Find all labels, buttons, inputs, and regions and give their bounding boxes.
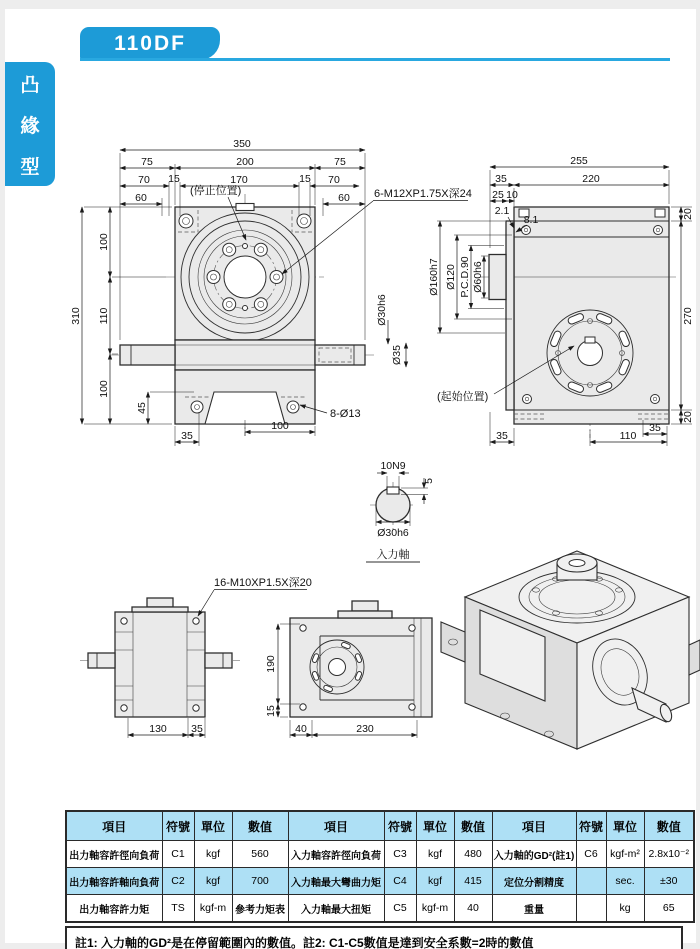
spec-value: 2.8x10⁻² <box>644 841 694 868</box>
dim-110: 110 <box>98 307 110 325</box>
dim-100-base: 100 <box>271 420 289 432</box>
dim-15-right: 15 <box>299 173 311 185</box>
spec-unit: kg <box>606 895 644 923</box>
dim-70-right: 70 <box>328 174 340 186</box>
key-width-label: 10N9 <box>380 460 406 472</box>
dim-35-bl: 35 <box>496 430 508 442</box>
spec-item: 入力軸的GD²(註1) <box>492 841 576 868</box>
col-header: 單位 <box>416 811 454 841</box>
table-note: 註1: 入力軸的GD²是在停留範圍內的數值。註2: C1-C5數值是達到安全系數=2時的數值 <box>65 926 683 949</box>
spec-unit: kgf <box>194 868 232 895</box>
spec-value: 560 <box>232 841 288 868</box>
spec-item: 出力軸容許力矩 <box>66 895 162 923</box>
origin-position-label: (起始位置) <box>437 391 489 403</box>
col-header: 符號 <box>162 811 194 841</box>
dia-160h7: Ø160h7 <box>428 258 440 296</box>
shaft-dia-label: Ø30h6 <box>376 294 388 326</box>
col-header: 符號 <box>384 811 416 841</box>
dim-20-top: 20 <box>682 208 694 220</box>
table-row <box>66 868 694 895</box>
spec-unit: kgf <box>416 841 454 868</box>
dim-10: 10 <box>506 189 518 201</box>
dim-130: 130 <box>149 723 167 735</box>
spec-unit: kgf <box>194 841 232 868</box>
spec-item: 定位分割精度 <box>492 868 576 895</box>
dim-70-left: 70 <box>138 174 150 186</box>
spec-symbol: C5 <box>384 895 416 923</box>
dim-100-bottom: 100 <box>98 380 110 398</box>
spec-value: 參考力矩表 <box>232 895 288 923</box>
dim-60-left: 60 <box>135 192 147 204</box>
dim-15-bmv: 15 <box>265 705 277 717</box>
spec-symbol: C4 <box>384 868 416 895</box>
dim-110: 110 <box>619 430 637 442</box>
tap-callout: 6-M12XP1.75X深24 <box>374 188 472 200</box>
dim-40: 40 <box>295 723 307 735</box>
dim-255: 255 <box>570 155 588 167</box>
dim-170: 170 <box>230 174 248 186</box>
shaft-dia-detail-label: Ø30h6 <box>377 527 409 539</box>
tap-callout-16: 16-M10XP1.5X深20 <box>214 577 312 589</box>
dim-8-1: 8.1 <box>523 214 539 226</box>
spec-symbol: TS <box>162 895 194 923</box>
spec-item: 出力軸容許軸向負荷 <box>66 868 162 895</box>
bottom-middle-view <box>265 601 432 738</box>
front-view <box>70 138 472 446</box>
dim-100-top: 100 <box>98 233 110 251</box>
spec-unit: kgf <box>416 868 454 895</box>
spec-symbol: C6 <box>576 841 606 868</box>
shaft-step-label: Ø35 <box>391 345 403 365</box>
spec-value: 40 <box>454 895 492 923</box>
col-header: 數值 <box>232 811 288 841</box>
spec-item: 重量 <box>492 895 576 923</box>
dim-20-bottom: 20 <box>682 411 694 423</box>
dim-230: 230 <box>356 723 374 735</box>
dim-75-left: 75 <box>141 156 153 168</box>
table-row <box>66 841 694 868</box>
dim-270: 270 <box>682 307 694 325</box>
model-badge: 110DF <box>80 27 220 60</box>
input-shaft-detail <box>366 460 435 562</box>
input-shaft-caption: 入力軸 <box>376 549 410 561</box>
bottom-left-view <box>80 576 312 738</box>
tab-char: 型 <box>20 156 40 178</box>
spec-item: 入力軸最大扭矩 <box>288 895 384 923</box>
spec-symbol <box>576 868 606 895</box>
col-header: 單位 <box>606 811 644 841</box>
col-header: 項目 <box>288 811 384 841</box>
dia-60h6: Ø60h6 <box>472 261 484 293</box>
spec-item: 入力軸最大彎曲力矩 <box>288 868 384 895</box>
spec-symbol: C1 <box>162 841 194 868</box>
spec-symbol: C2 <box>162 868 194 895</box>
spec-unit: kgf-m² <box>606 841 644 868</box>
table-header-row <box>66 811 694 841</box>
dim-2-1: 2.1 <box>494 205 510 217</box>
spec-section <box>65 810 690 949</box>
dim-350: 350 <box>233 138 251 150</box>
spec-value: 415 <box>454 868 492 895</box>
spec-table <box>65 810 695 923</box>
spec-item: 出力軸容許徑向負荷 <box>66 841 162 868</box>
dim-60-right: 60 <box>338 192 350 204</box>
key-depth-label: 5 <box>423 478 435 484</box>
dim-25: 25 <box>492 189 504 201</box>
col-header: 項目 <box>492 811 576 841</box>
col-header: 數值 <box>454 811 492 841</box>
dim-35-boss: 35 <box>495 173 507 185</box>
spec-value: ±30 <box>644 868 694 895</box>
spec-item: 入力軸容許徑向負荷 <box>288 841 384 868</box>
dim-200: 200 <box>236 156 254 168</box>
spec-unit: kgf-m <box>194 895 232 923</box>
tab-char: 緣 <box>20 115 40 137</box>
col-header: 項目 <box>66 811 162 841</box>
isometric-view <box>441 551 700 749</box>
dim-190: 190 <box>265 655 277 673</box>
table-row <box>66 895 694 923</box>
spec-symbol <box>576 895 606 923</box>
col-header: 符號 <box>576 811 606 841</box>
dim-220: 220 <box>582 173 600 185</box>
stop-position-label: (停止位置) <box>190 185 242 197</box>
dim-35-blv: 35 <box>191 723 203 735</box>
spec-value: 480 <box>454 841 492 868</box>
dim-45: 45 <box>136 402 148 414</box>
dim-35-br: 35 <box>649 422 661 434</box>
dim-35: 35 <box>181 430 193 442</box>
dia-120: Ø120 <box>445 264 457 290</box>
tab-char: 凸 <box>20 74 40 96</box>
dim-75-right: 75 <box>334 156 346 168</box>
spec-value: 65 <box>644 895 694 923</box>
col-header: 數值 <box>644 811 694 841</box>
pcd-90: P.C.D.90 <box>459 256 471 298</box>
holes-callout: 8-Ø13 <box>330 408 361 420</box>
dim-15-left: 15 <box>168 173 180 185</box>
spec-value: 700 <box>232 868 288 895</box>
col-header: 單位 <box>194 811 232 841</box>
spec-unit: kgf-m <box>416 895 454 923</box>
dim-310: 310 <box>70 307 82 325</box>
spec-symbol: C3 <box>384 841 416 868</box>
spec-unit: sec. <box>606 868 644 895</box>
